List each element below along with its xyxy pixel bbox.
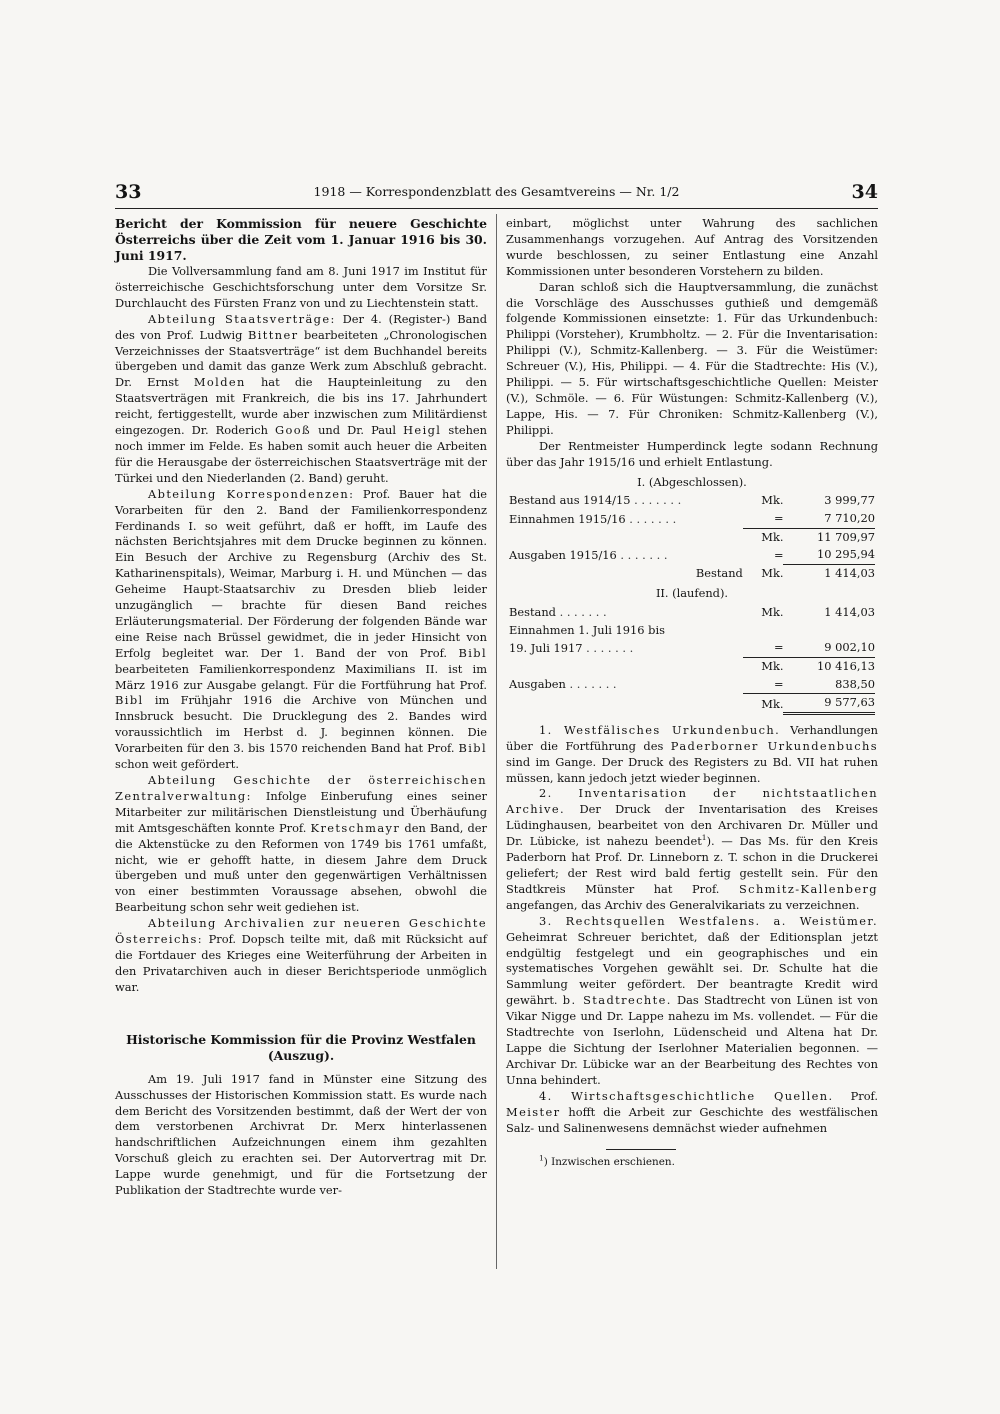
text-run: hofft die Arbeit zur Geschichte des westfälischen Salz- und Salinenwesens demnächst wieder aufnehmen xyxy=(506,1104,878,1135)
person-name: Kretschmayr xyxy=(310,820,401,835)
paragraph xyxy=(506,723,878,787)
text-run: bearbeiteten „Chronologischen Verzeichnisses der Staatsverträge“ ist dem Buchhandel bereits übergeben und damit das ganze Werk zum Abschluß gebracht. Dr. Ernst xyxy=(115,327,487,390)
account-unit xyxy=(743,622,784,640)
account-label-text: Ausgaben 1915/16 xyxy=(509,547,617,562)
account-label xyxy=(509,694,743,714)
text-run: Der Druck der Inventarisation des Kreises Lüdinghausen, bearbeitet von den Archivaren Dr. Müller und Dr. Lübicke, ist nahezu beendet xyxy=(506,802,878,849)
footnote-rule xyxy=(606,1149,676,1150)
person-name: Bittner xyxy=(247,327,299,342)
account-value: 3 999,77 xyxy=(824,493,875,508)
account-value: 10 416,13 xyxy=(783,658,875,676)
account-unit: Mk. xyxy=(743,694,784,714)
account-row xyxy=(509,564,875,582)
account-label: Bestand . . . . . . . xyxy=(509,605,607,620)
person-name: Gooß xyxy=(275,423,312,438)
account-unit: = xyxy=(773,511,784,525)
account-label: Ausgaben . . . . . . . xyxy=(509,677,617,692)
account-value: 9 577,63 xyxy=(783,694,875,714)
paragraph xyxy=(506,914,878,1089)
account-unit: Mk. xyxy=(761,565,784,580)
spaced-heading: 3. Rechtsquellen Westfalens. a. Weistümer. xyxy=(539,913,878,928)
spaced-heading: Abteilung Staatsverträge: xyxy=(148,311,336,326)
page-number-right: 34 xyxy=(851,181,878,203)
text-run: im Frühjahr 1916 die Archive von München und Innsbruck besucht. Die Drucklegung des 2. Bandes wird voraussichtlich im Herbst d. J. beginnen können. Die Vorarbeiten für den 3. bis 1570 reichenden Band hat Prof. xyxy=(115,693,487,756)
right-column xyxy=(506,216,878,1171)
person-name: Schmitz-Kallenberg xyxy=(738,881,878,896)
spaced-heading: b. Stadtrechte. xyxy=(562,993,672,1008)
account-label: Ausgaben 1915/16 . . . . . . . xyxy=(509,547,668,562)
account-label-text: Einnahmen 1. Juli 1916 bis xyxy=(509,622,665,637)
section-heading-westfalen: Historische Kommission für die Provinz Westfalen (Auszug). xyxy=(126,1031,476,1063)
text-run: Prof. xyxy=(833,1088,878,1103)
text-run: Verhandlungen über die Fortführung des xyxy=(506,722,878,753)
paragraph xyxy=(115,312,487,487)
footnote-mark: 1 xyxy=(539,1153,544,1163)
account-value: 9 002,10 xyxy=(783,639,875,657)
account-row xyxy=(509,639,875,657)
section-gap xyxy=(115,1064,487,1072)
account-unit: Mk. xyxy=(761,605,784,620)
page-number-left: 33 xyxy=(115,181,142,203)
text-run: stehen noch immer im Felde. Es haben somit auch heuer die Arbeiten für die Herausgabe der österreichischen Staatsverträge mit der Türkei und den Niederlanden (2. Band) geruht. xyxy=(115,423,487,485)
spaced-heading: 2. Inventarisation der nichtstaatlichen Archive. xyxy=(506,786,878,817)
text-run: hat die Haupteinleitung zu den Staatsverträgen mit Frankreich, die bis ins 17. Jahrhundert reicht, fertiggestellt, wurde aber inzwischen zum Militärdienst eingezogen. Dr. Roderich xyxy=(115,375,487,438)
paragraph: Daran schloß sich die Hauptversammlung, die zunächst die Vorschläge des Ausschusses guthieß und demgemäß folgende Kommissionen einsetzte: 1. Für das Urkundenbuch: Philippi (Vorsteher), Krumbholtz. — 2. Für die Inventarisation: Philippi (V.), Schmitz-Kallenberg. — 3. Für die Weistümer: Schreuer (V.), His, Philippi. — 4. Für die Stadtrechte: His (V.), Philippi. — 5. Für wirtschaftsgeschichtliche Quellen: Meister (V.), Schmöle. — 6. Für Wüstungen: Schmitz-Kallenberg (V.), Lappe, His. — 7. Für Chroniken: Schmitz-Kallenberg (V.), Philippi. xyxy=(506,279,878,437)
account-value: 7 710,20 xyxy=(783,510,875,528)
account-row xyxy=(509,694,875,714)
account-label xyxy=(509,622,743,640)
paragraph xyxy=(115,773,487,916)
column-divider xyxy=(496,214,497,1269)
text-run: Infolge Einberufung eines seiner Mitarbeiter zur militärischen Dienstleistung und Überhäufung mit Amtsgeschäften konnte Prof. xyxy=(115,788,487,835)
text-run: schon weit gefördert. xyxy=(115,757,239,772)
person-name: Bibl xyxy=(458,645,487,660)
spaced-heading: Abteilung Geschichte der österreichischen Zentralverwaltung: xyxy=(115,773,487,803)
text-run: Das Stadtrecht von Lünen ist von Vikar Nigge und Dr. Lappe nahezu im Ms. vollendet. — Für die Stadtrechte von Iserlohn, Lüdenscheid und Altena hat Dr. Lappe die Sichtung der Iserlohner Materialien begonnen. — Archivar Dr. Lübicke war an der Bearbeitung des Rechtes von Unna behindert. xyxy=(506,993,878,1087)
paragraph: Der Rentmeister Humperdinck legte sodann Rechnung über das Jahr 1915/16 und erhielt Entlastung. xyxy=(506,438,878,469)
text-run: bearbeiteten Familienkorrespondenz Maximilians II. ist im März 1916 zur Ausgabe gelangt. Für die Fortführung hat Prof. xyxy=(115,661,487,692)
account-label xyxy=(509,658,743,676)
account-label xyxy=(509,564,743,582)
account-row xyxy=(509,604,875,622)
text-run: sind im Gange. Der Druck des Registers zu Bd. VII hat ruhen müssen, kann jedoch jetzt wieder beginnen. xyxy=(506,754,878,785)
text-run: und Dr. Paul xyxy=(311,423,404,438)
person-name: Meister xyxy=(506,1104,561,1119)
account-row xyxy=(509,658,875,676)
paragraph xyxy=(506,786,878,913)
account-unit: = xyxy=(773,640,784,655)
account-unit: = xyxy=(773,676,784,691)
person-name: Heigl xyxy=(403,423,442,438)
footnote xyxy=(539,1155,878,1171)
paragraph xyxy=(115,916,487,996)
account-label-text: Bestand xyxy=(509,605,556,620)
paragraph: Die Vollversammlung fand am 8. Juni 1917 im Institut für österreichische Geschichtsforschung unter dem Vorsitze Sr. Durchlaucht des Fürsten Franz von und zu Liechtenstein statt. xyxy=(115,264,487,310)
account-table-closed xyxy=(509,492,875,582)
account-heading-current: II. (laufend). xyxy=(655,586,729,601)
account-row xyxy=(509,676,875,694)
spaced-term: Paderborner Urkundenbuchs xyxy=(670,738,878,753)
account-label xyxy=(509,528,743,546)
running-header xyxy=(115,181,878,207)
header-rule xyxy=(115,208,878,209)
spaced-heading: 1. Westfälisches Urkundenbuch. xyxy=(539,722,781,737)
person-name: Bibl xyxy=(458,741,487,756)
paragraph xyxy=(506,1089,878,1137)
account-label-text: Bestand xyxy=(695,565,743,580)
running-title: 1918 — Korrespondenzblatt des Gesamtvereins — Nr. 1/2 xyxy=(313,184,680,199)
text-run: Prof. Bauer hat die Vorarbeiten für den 2. Band der Familienkorrespondenz Ferdinands I. so weit geführt, daß er hofft, im Laufe des nächsten Berichtsjahres mit dem Drucke beginnen zu können. Ein Besuch der Archive zu Regensburg (Archiv des St. Katharinenspitals), Weimar, Marburg i. H. und München — das Geheime Haupt-Staatsarchiv zu Dresden blieb leider unzugänglich — brachte für diesen Band reiches Erläuterungsmaterial. Der Förderung der folgenden Bände war eine Reise nach Brüssel gewidmet, die in jeder Hinsicht von Erfolg begleitet war. Der 1. Band der von Prof. xyxy=(115,486,487,660)
account-unit: Mk. xyxy=(743,658,784,676)
account-label-text: Ausgaben xyxy=(509,677,566,692)
account-label: Einnahmen 1915/16 . . . . . . . xyxy=(509,511,677,526)
account-label-text: Bestand aus 1914/15 xyxy=(509,493,631,508)
account-label: 19. Juli 1917 . . . . . . . xyxy=(509,640,634,655)
left-column xyxy=(115,216,487,1199)
paragraph xyxy=(115,487,487,773)
text-run: Geheimrat Schreuer berichtet, daß der Editionsplan jetzt endgültig festgelegt und ein geographisches und ein systematisches Vorgehen gewählt sei. Dr. Schulte hat die Sammlung weiter gefördert. Der beantragte Kredit wird gewährt. xyxy=(506,929,878,1008)
footnote-ref: 1 xyxy=(701,833,707,843)
paragraph: Am 19. Juli 1917 fand in Münster eine Sitzung des Ausschusses der Historischen Kommission statt. Es wurde nach dem Bericht des Vorsitzenden bestimmt, daß der Wert der von dem verstorbenen Archivrat Dr. Merx hinterlassenen handschriftlichen Aufzeichnungen einem ihm gezahlten Vorschuß gleich zu erachten sei. Der Autorvertrag mit Dr. Lappe wurde genehmigt, und für die Fortsetzung der Publikation der Stadtrechte wurde ver- xyxy=(115,1071,487,1198)
text-run: Der 4. (Register-) Band des von Prof. Ludwig xyxy=(115,311,487,342)
account-unit: Mk. xyxy=(743,528,784,546)
account-label: Bestand aus 1914/15 . . . . . . . xyxy=(509,493,682,508)
account-heading-closed: I. (Abgeschlossen). xyxy=(637,474,747,489)
account-value: 1 414,03 xyxy=(824,565,875,580)
account-value: 838,50 xyxy=(783,676,875,694)
person-name: Molden xyxy=(193,375,246,390)
account-value: 11 709,97 xyxy=(783,528,875,546)
text-run: Prof. Dopsch teilte mit, daß mit Rücksicht auf die Fortdauer des Krieges eine Weiterführung der Arbeiten in den Privatarchiven auch in dieser Berichtsperiode unmöglich war. xyxy=(115,932,487,994)
paragraph: einbart, möglichst unter Wahrung des sachlichen Zusammenhangs vorzugehen. Auf Antrag des Vorsitzenden wurde beschlossen, zu seiner Entlastung eine Anzahl Kommissionen unter besonderen Vorstehern zu bilden. xyxy=(506,216,878,278)
spaced-heading: Abteilung Korrespondenzen: xyxy=(148,486,355,501)
account-label-text: 19. Juli 1917 xyxy=(509,640,583,655)
account-row xyxy=(509,492,875,510)
text-run: den Band, der die Aktenstücke zu den Reformen von 1749 bis 1761 umfaßt, nicht, wie er gehofft hatte, in diesem Jahre dem Druck übergeben und muß unter den gegenwärtigen Verhältnissen von einer bestimmten Voraussage absehen, obwohl die Bearbeitung schon sehr weit gediehen ist. xyxy=(115,820,487,915)
account-value xyxy=(783,622,875,640)
text-run: ). — Das Ms. für den Kreis Paderborn hat Prof. Dr. Linneborn z. T. schon in die Druckerei geliefert; der Rest wird bald fertig gestellt sein. Für den Stadtkreis Münster hat Prof. xyxy=(506,834,878,896)
spaced-heading: Abteilung Archivalien zur neueren Geschichte Österreichs: xyxy=(115,916,487,947)
account-label-text: Einnahmen 1915/16 xyxy=(509,511,626,526)
footnote-text: ) Inzwischen erschienen. xyxy=(543,1156,675,1169)
account-table-current xyxy=(509,604,875,715)
account-row xyxy=(509,528,875,546)
account-row xyxy=(509,546,875,564)
account-value: 1 414,03 xyxy=(824,605,875,620)
spaced-heading: 4. Wirtschaftsgeschichtliche Quellen. xyxy=(539,1088,834,1103)
account-unit: = xyxy=(773,547,784,562)
account-row xyxy=(509,622,875,640)
section-gap xyxy=(115,996,487,1032)
text-run: angefangen, das Archiv des Generalvikariats zu verzeichnen. xyxy=(506,897,860,912)
person-name: Bibl xyxy=(115,693,144,708)
account-row xyxy=(509,510,875,528)
account-unit: Mk. xyxy=(761,493,784,508)
account-value: 10 295,94 xyxy=(783,546,875,564)
section-heading-austria: Bericht der Kommission für neuere Geschichte Österreichs über die Zeit vom 1. Januar 1916 bis 30. Juni 1917. xyxy=(115,216,487,263)
